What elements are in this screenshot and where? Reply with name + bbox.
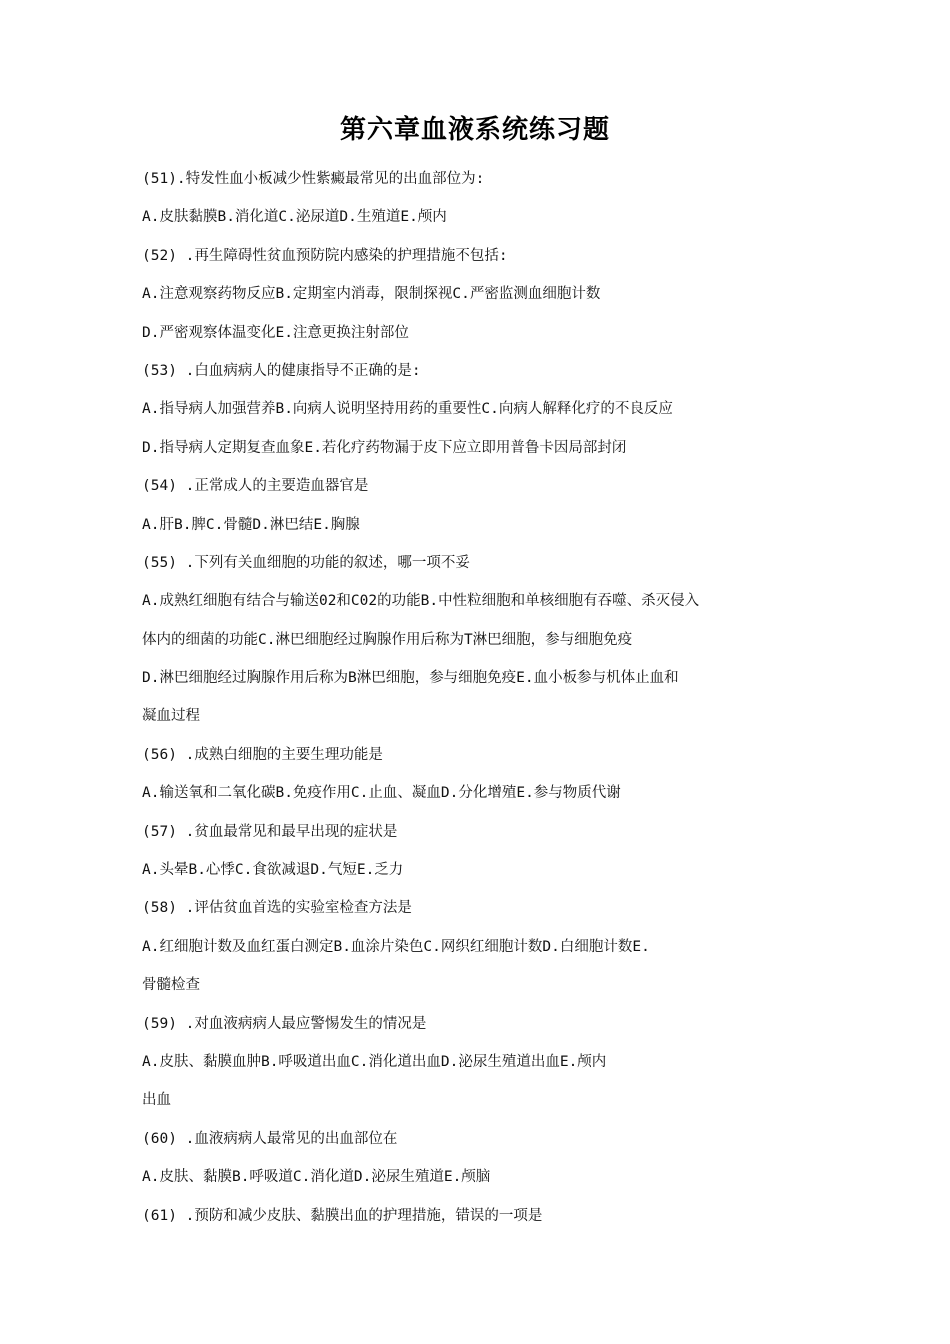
text-line: A.皮肤黏膜B.消化道C.泌尿道D.生殖道E.颅内 bbox=[142, 209, 447, 226]
text-line: (58) .评估贫血首选的实验室检查方法是 bbox=[142, 900, 412, 917]
text-line: (61) .预防和减少皮肤、黏膜出血的护理措施，错误的一项是 bbox=[142, 1207, 543, 1224]
text-line: (52) .再生障碍性贫血预防院内感染的护理措施不包括: bbox=[142, 247, 508, 264]
text-line: (51).特发性血小板减少性紫癜最常见的出血部位为: bbox=[142, 171, 485, 187]
text-line: (59) .对血液病病人最应警惕发生的情况是 bbox=[142, 1015, 427, 1032]
text-line: A.指导病人加强营养B.向病人说明坚持用药的重要性C.向病人解释化疗的不良反应 bbox=[142, 401, 673, 418]
text-line: 凝血过程 bbox=[142, 708, 200, 725]
text-line: A.成熟红细胞有结合与输送02和C02的功能B.中性粒细胞和单核细胞有吞噬、杀灭侵入 bbox=[142, 593, 700, 610]
text-line: A.注意观察药物反应B.定期室内消毒，限制探视C.严密监测血细胞计数 bbox=[142, 286, 601, 303]
page-title: 第六章血液系统练习题 bbox=[339, 115, 610, 145]
text-line: 体内的细菌的功能C.淋巴细胞经过胸腺作用后称为T淋巴细胞，参与细胞免疫 bbox=[142, 631, 633, 648]
text-line: A.皮肤、黏膜B.呼吸道C.消化道D.泌尿生殖道E.颅脑 bbox=[142, 1169, 491, 1186]
text-line: A.肝B.脾C.骨髓D.淋巴结E.胸腺 bbox=[142, 516, 360, 533]
text-line: (55) .下列有关血细胞的功能的叙述，哪一项不妥 bbox=[142, 554, 470, 571]
text-line: (57) .贫血最常见和最早出现的症状是 bbox=[142, 823, 398, 840]
text-line: (53) .白血病病人的健康指导不正确的是: bbox=[142, 362, 421, 379]
text-line: A.皮肤、黏膜血肿B.呼吸道出血C.消化道出血D.泌尿生殖道出血E.颅内 bbox=[142, 1053, 607, 1070]
text-line: 骨髓检查 bbox=[142, 977, 200, 994]
question-text-block bbox=[142, 166, 822, 1241]
text-line: A.红细胞计数及血红蛋白测定B.血涂片染色C.网织红细胞计数D.白细胞计数E. bbox=[142, 938, 650, 955]
text-line: 出血 bbox=[142, 1092, 171, 1109]
text-line: A.头晕B.心悸C.食欲减退D.气短E.乏力 bbox=[142, 862, 404, 879]
text-line: (56) .成熟白细胞的主要生理功能是 bbox=[142, 746, 383, 763]
text-line: D.指导病人定期复查血象E.若化疗药物漏于皮下应立即用普鲁卡因局部封闭 bbox=[142, 439, 627, 456]
text-line: A.输送氧和二氧化碳B.免疫作用C.止血、凝血D.分化增殖E.参与物质代谢 bbox=[142, 785, 621, 802]
text-line: (54) .正常成人的主要造血器官是 bbox=[142, 478, 369, 495]
text-line: (60) .血液病病人最常见的出血部位在 bbox=[142, 1130, 398, 1147]
text-line: D.淋巴细胞经过胸腺作用后称为B淋巴细胞，参与细胞免疫E.血小板参与机体止血和 bbox=[142, 670, 679, 687]
text-line: D.严密观察体温变化E.注意更换注射部位 bbox=[142, 324, 409, 341]
